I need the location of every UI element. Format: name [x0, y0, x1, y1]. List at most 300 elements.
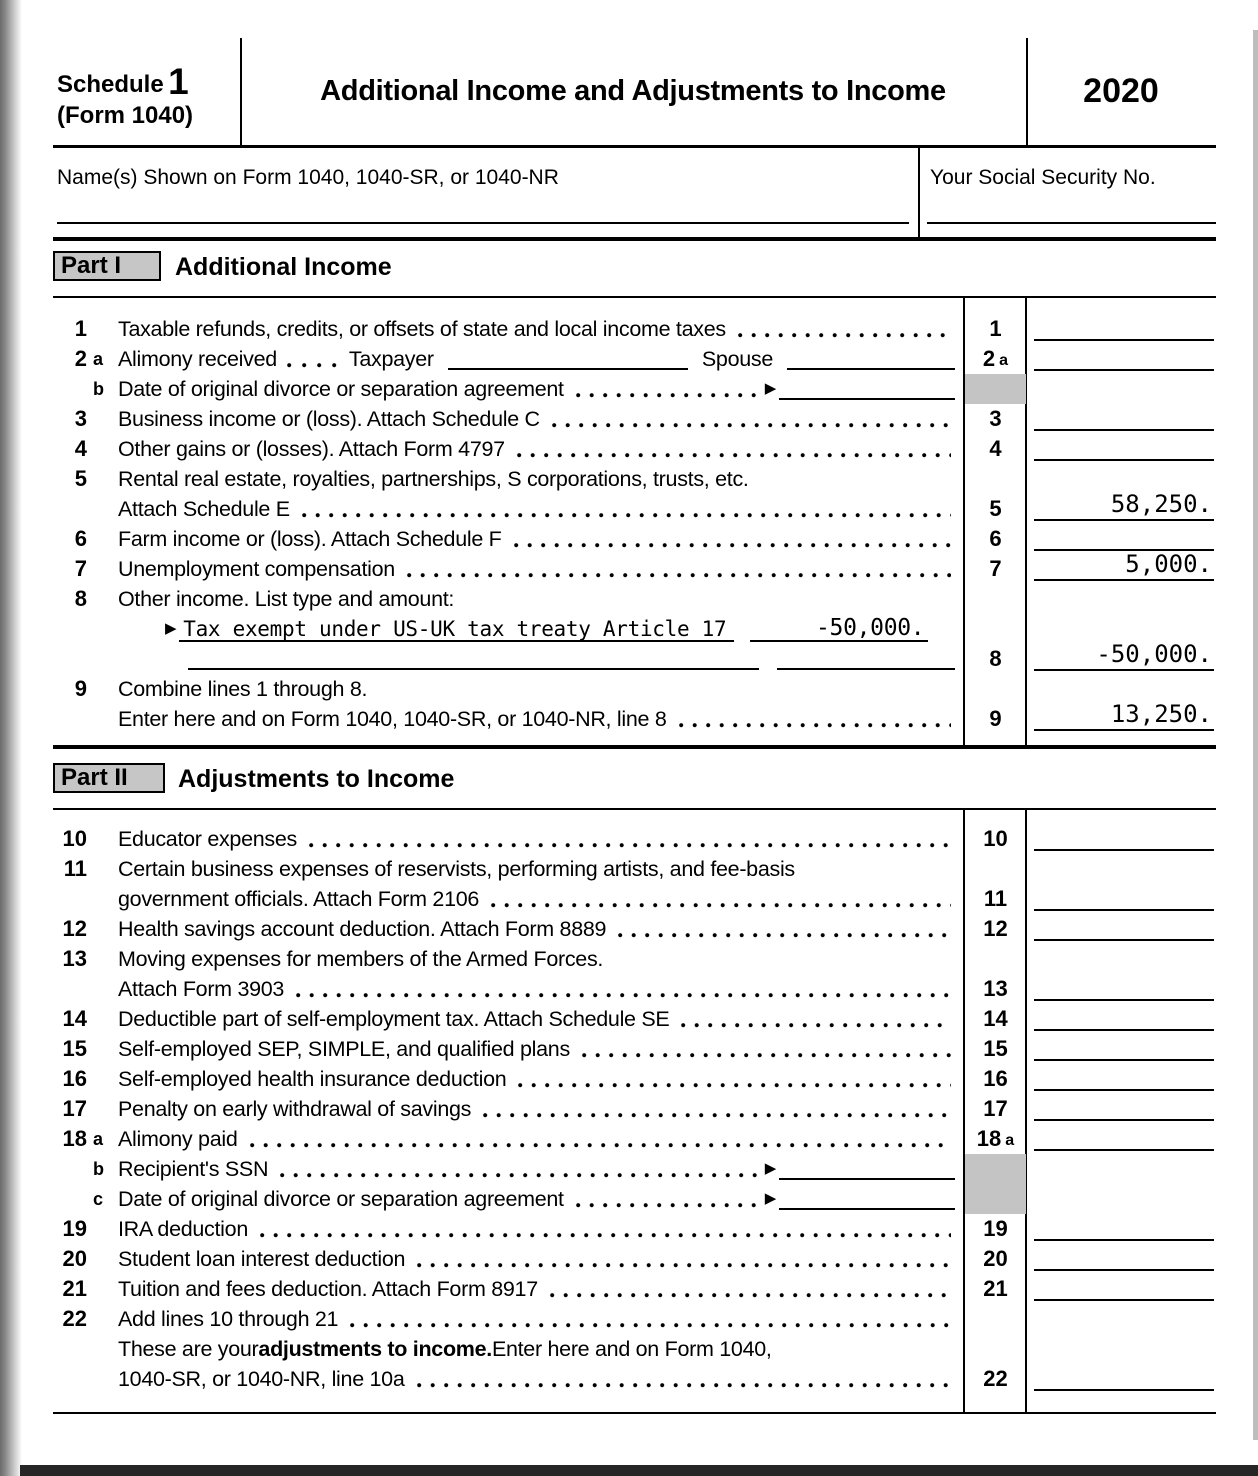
amount-value	[1212, 1021, 1214, 1024]
line-number-cell	[965, 1094, 1026, 1124]
line-number-cell	[965, 854, 1026, 884]
line-description	[118, 824, 965, 854]
line-description	[118, 1364, 965, 1394]
line-number-cell-value: 20	[983, 1246, 1008, 1271]
line-description	[118, 944, 965, 974]
line-number-margin	[53, 884, 118, 914]
line-number: 14	[62, 1006, 87, 1031]
leader-dots	[616, 914, 951, 944]
line-number-cell	[965, 344, 1026, 374]
leader-dots	[307, 824, 951, 854]
line-description	[118, 344, 965, 374]
amount-cell	[1026, 1034, 1216, 1064]
amount-field[interactable]	[1034, 981, 1214, 1001]
part2-rows	[53, 824, 1216, 1394]
line-number-cell-value: 18	[976, 1126, 1002, 1151]
line-label: Add lines 10 through 21	[118, 1307, 339, 1331]
line-subletter: c	[93, 1189, 104, 1209]
amount-value: 13,250.	[1110, 700, 1212, 728]
line-number: 19	[62, 1216, 87, 1241]
form-row	[53, 344, 1216, 374]
amount-cell	[1026, 1304, 1216, 1334]
line-number-margin	[53, 1034, 118, 1064]
leader-dots	[278, 1154, 758, 1184]
line-number	[53, 614, 87, 644]
line-label: Student loan interest deduction	[118, 1247, 406, 1271]
section-rule	[53, 237, 1216, 241]
arrow-right-icon: ▶	[764, 1160, 776, 1177]
amount-field[interactable]	[1034, 1101, 1214, 1121]
line-description	[118, 1214, 965, 1244]
form-row	[53, 374, 1216, 404]
leader-dots	[405, 554, 951, 584]
line-number	[53, 1364, 87, 1394]
amount-cell	[1026, 1334, 1216, 1364]
line-description	[118, 854, 965, 884]
line-number-cell-subletter: a	[1005, 1132, 1015, 1149]
form-row	[53, 674, 1216, 704]
date-field[interactable]	[779, 1184, 955, 1210]
line-label: Other income. List type and amount:	[118, 587, 455, 611]
line-label: Certain business expenses of reservists, performing artists, and fee-basis	[118, 857, 795, 881]
line-number-margin	[53, 914, 118, 944]
line-label: Self-employed health insurance deduction	[118, 1067, 507, 1091]
line-number-margin	[53, 1364, 118, 1394]
line-number-margin	[53, 584, 118, 614]
line-description	[118, 584, 965, 614]
amount-field[interactable]	[1034, 1131, 1214, 1151]
amount-field[interactable]	[1034, 921, 1214, 941]
part1-bottom-rule	[53, 745, 1216, 749]
line-number-margin	[53, 614, 118, 644]
amount-cell	[1026, 640, 1216, 674]
amount-value	[1212, 1051, 1214, 1054]
line-description	[118, 1304, 965, 1334]
part2-title: Adjustments to Income	[178, 765, 455, 793]
line-number-margin	[53, 554, 118, 584]
line-number-cell-value: 17	[983, 1096, 1008, 1121]
amount-value	[1212, 1081, 1214, 1084]
amount-field[interactable]	[1034, 702, 1214, 731]
line-number-margin	[53, 944, 118, 974]
form-row	[53, 1034, 1216, 1064]
ssn-field[interactable]	[927, 196, 1216, 224]
line-subletter: b	[93, 379, 104, 399]
leader-dots	[516, 1064, 951, 1094]
part1-top-rule	[53, 296, 1216, 298]
line-description	[118, 1094, 965, 1124]
line-number-margin	[53, 1184, 118, 1214]
line-number-margin	[53, 1334, 118, 1364]
line-label: Attach Schedule E	[118, 497, 290, 521]
form-row	[53, 1004, 1216, 1034]
line-description	[118, 524, 965, 554]
line-number-cell	[965, 314, 1026, 344]
ssn-label: Your Social Security No.	[930, 166, 1156, 189]
line-description	[118, 494, 965, 524]
line-description	[118, 614, 965, 644]
form-row	[53, 404, 1216, 434]
line-number-cell	[965, 1004, 1026, 1034]
amount-cell	[1026, 1364, 1216, 1394]
line-number	[53, 1154, 87, 1184]
line-number-margin	[53, 674, 118, 704]
leader-dots	[348, 1304, 951, 1334]
other-income-type-field[interactable]: Tax exempt under US-UK tax treaty Article 17	[179, 614, 734, 642]
amount-field[interactable]	[1034, 642, 1214, 671]
date-field[interactable]	[779, 374, 955, 400]
part1-rows	[53, 314, 1216, 734]
line-description	[118, 1274, 965, 1304]
line-label: Farm income or (loss). Attach Schedule F	[118, 527, 502, 551]
line-number-cell-value: 15	[983, 1036, 1008, 1061]
amount-field[interactable]	[1034, 1371, 1214, 1391]
form-row	[53, 524, 1216, 554]
line-description	[118, 914, 965, 944]
amount-field[interactable]	[1034, 351, 1214, 371]
form-row	[53, 584, 1216, 614]
form-row	[53, 1124, 1216, 1154]
amount-cell	[1026, 700, 1216, 734]
taxpayer-label: Taxpayer	[348, 347, 434, 371]
line-label: Moving expenses for members of the Armed Forces.	[118, 947, 604, 971]
amount-cell	[1026, 314, 1216, 344]
scan-edge-right	[1253, 30, 1258, 1440]
line-number-cell	[965, 944, 1026, 974]
line-number-margin	[53, 1214, 118, 1244]
other-income-amount-field[interactable]	[777, 644, 955, 670]
leader-dots	[248, 1124, 952, 1154]
line-number-cell-value: 7	[989, 556, 1002, 581]
line-number-margin	[53, 1274, 118, 1304]
line-number-cell	[965, 884, 1026, 914]
line-number: 10	[62, 826, 87, 851]
line-number-cell	[965, 974, 1026, 1004]
line-description	[118, 374, 965, 404]
amount-value	[1212, 841, 1214, 844]
amount-cell	[1026, 434, 1216, 464]
line-number: 3	[74, 406, 87, 431]
line-subletter: a	[93, 1129, 104, 1149]
leader-dots	[550, 404, 951, 434]
leader-dots	[285, 344, 347, 374]
line-number-cell	[965, 1124, 1026, 1154]
form-row	[53, 1304, 1216, 1334]
arrow-right-icon: ▶	[764, 1190, 776, 1207]
other-income-amount-field[interactable]: -50,000.	[750, 614, 928, 642]
amount-field[interactable]	[1034, 492, 1214, 521]
part1-badge: Part I	[53, 251, 161, 281]
line-label: Other gains or (losses). Attach Form 4797	[118, 437, 505, 461]
line-description	[118, 404, 965, 434]
line-number: 4	[74, 436, 87, 461]
line-number-cell	[965, 1274, 1026, 1304]
schedule-identifier	[57, 62, 193, 129]
spouse-amount-field[interactable]	[787, 344, 955, 370]
line-label: Health savings account deduction. Attach Form 8889	[118, 917, 607, 941]
line-label: Rental real estate, royalties, partnerships, S corporations, trusts, etc.	[118, 467, 749, 491]
form-row	[53, 1154, 1216, 1184]
line-number-margin	[53, 854, 118, 884]
form-row	[53, 884, 1216, 914]
form-row	[53, 314, 1216, 344]
leader-dots	[294, 974, 951, 1004]
leader-dots	[515, 434, 951, 464]
amount-field[interactable]	[1034, 1011, 1214, 1031]
line-number	[53, 1184, 87, 1214]
amount-cell	[1026, 1274, 1216, 1304]
line-description	[118, 644, 965, 674]
line-description	[118, 884, 965, 914]
line-number-cell-value: 10	[983, 826, 1008, 851]
tax-year: 2020	[1083, 72, 1159, 110]
line-description	[118, 1064, 965, 1094]
amount-value	[1212, 451, 1214, 454]
line-number	[53, 1334, 87, 1364]
amount-field[interactable]	[1034, 1071, 1214, 1091]
form-row	[53, 1214, 1216, 1244]
amount-field[interactable]	[1034, 1281, 1214, 1301]
leader-dots	[415, 1364, 952, 1394]
line-description	[118, 974, 965, 1004]
amount-cell	[1026, 1154, 1216, 1184]
line-number-margin	[53, 644, 118, 674]
leader-dots	[736, 314, 951, 344]
line-number-cell-value: 16	[983, 1066, 1008, 1091]
amount-value: -50,000.	[1096, 640, 1212, 668]
amount-cell	[1026, 1094, 1216, 1124]
date-field[interactable]	[779, 1154, 955, 1180]
line-number-cell	[965, 554, 1026, 584]
line-number: 22	[62, 1306, 87, 1331]
line-number-margin	[53, 824, 118, 854]
amount-value	[1212, 901, 1214, 904]
line-description	[118, 1034, 965, 1064]
amount-value	[1212, 361, 1214, 364]
line-number: 13	[62, 946, 87, 971]
amount-cell	[1026, 884, 1216, 914]
line-number-cell	[965, 584, 1026, 614]
amount-field[interactable]	[1034, 441, 1214, 461]
amount-cell	[1026, 854, 1216, 884]
form-row	[53, 974, 1216, 1004]
line-number-cell	[965, 494, 1026, 524]
amount-value: 58,250.	[1110, 490, 1212, 518]
line-number-cell-value: 5	[989, 496, 1002, 521]
line-number-cell-value: 9	[989, 706, 1002, 731]
line-number	[53, 644, 87, 674]
leader-dots	[258, 1214, 951, 1244]
amount-field[interactable]	[1034, 1041, 1214, 1061]
form-row	[53, 640, 1216, 674]
amount-cell	[1026, 1124, 1216, 1154]
amount-value	[1212, 541, 1214, 544]
line-number-cell-value: 13	[983, 976, 1008, 1001]
line-description	[118, 464, 965, 494]
taxpayer-amount-field[interactable]	[448, 344, 688, 370]
line-number: 21	[62, 1276, 87, 1301]
line-number-margin	[53, 374, 118, 404]
line-number-cell-subletter: a	[999, 352, 1009, 369]
line-number	[53, 494, 87, 524]
line-number-cell-value: 1	[989, 316, 1002, 341]
line-number-margin	[53, 314, 118, 344]
leader-dots	[415, 1244, 951, 1274]
amount-field[interactable]	[1034, 321, 1214, 341]
amount-cell	[1026, 974, 1216, 1004]
line-label: Recipient's SSN	[118, 1157, 269, 1181]
line-description	[118, 1124, 965, 1154]
line-number-margin	[53, 1304, 118, 1334]
line-label: 1040-SR, or 1040-NR, line 10a	[118, 1367, 405, 1391]
page-title: Additional Income and Adjustments to Income	[320, 75, 946, 107]
form-row	[53, 700, 1216, 734]
amount-cell	[1026, 914, 1216, 944]
form-row	[53, 1274, 1216, 1304]
line-number: 2	[74, 346, 87, 371]
line-number-cell	[965, 1214, 1026, 1244]
amount-field[interactable]	[1034, 1221, 1214, 1241]
line-description	[118, 434, 965, 464]
form-row	[53, 614, 1216, 644]
arrow-right-icon: ▶	[165, 620, 177, 637]
line-number-cell-value: 8	[989, 646, 1002, 671]
amount-value	[1212, 1261, 1214, 1264]
line-number-cell	[965, 1244, 1026, 1274]
form-row	[53, 914, 1216, 944]
line-label: Enter here and on Form 1040, 1040-SR, or 1040-NR, line 8	[118, 707, 667, 731]
line-number-margin	[53, 704, 118, 734]
line-number-cell	[965, 674, 1026, 704]
line-number: 18	[62, 1126, 87, 1151]
line-label: Alimony paid	[118, 1127, 238, 1151]
amount-field[interactable]	[1034, 1251, 1214, 1271]
line-number-cell	[965, 614, 1026, 644]
line-label: IRA deduction	[118, 1217, 248, 1241]
line-label: Educator expenses	[118, 827, 297, 851]
line-number-cell-value: 2	[982, 346, 996, 371]
line-label: Date of original divorce or separation agreement	[118, 1187, 564, 1211]
line-number: 7	[74, 556, 87, 581]
form-row	[53, 550, 1216, 584]
part2-bottom-rule	[53, 1412, 1216, 1414]
line-number: 5	[74, 466, 87, 491]
part2-badge: Part II	[53, 763, 165, 793]
line-number: 12	[62, 916, 87, 941]
line-description	[118, 1244, 965, 1274]
line-subletter: b	[93, 1159, 104, 1179]
amount-field[interactable]	[1034, 831, 1214, 851]
name-field[interactable]	[57, 196, 909, 224]
line-number-margin	[53, 1094, 118, 1124]
line-number-margin	[53, 1244, 118, 1274]
line-label: Date of original divorce or separation agreement	[118, 377, 564, 401]
line-label: Unemployment compensation	[118, 557, 395, 581]
line-description	[118, 674, 965, 704]
line-number: 8	[74, 586, 87, 611]
form-row	[53, 490, 1216, 524]
leader-dots	[574, 1184, 758, 1214]
amount-cell	[1026, 1184, 1216, 1214]
line-number-cell	[965, 1034, 1026, 1064]
line-number-cell-value: 19	[983, 1216, 1008, 1241]
line-label: Taxable refunds, credits, or offsets of state and local income taxes	[118, 317, 726, 341]
amount-field[interactable]	[1034, 552, 1214, 581]
amount-value	[1212, 1111, 1214, 1114]
line-number-cell	[965, 524, 1026, 554]
line-label: Alimony received	[118, 347, 277, 371]
line-number-cell-value: 11	[983, 886, 1008, 911]
form-row	[53, 1334, 1216, 1364]
amount-cell	[1026, 404, 1216, 434]
line-number: 6	[74, 526, 87, 551]
form-row	[53, 824, 1216, 854]
leader-dots	[300, 494, 951, 524]
other-income-type-field[interactable]	[188, 644, 759, 670]
line-label: Combine lines 1 through 8.	[118, 677, 368, 701]
line-number-margin	[53, 1004, 118, 1034]
amount-field[interactable]	[1034, 411, 1214, 431]
line-number-margin	[53, 404, 118, 434]
line-number-cell	[965, 434, 1026, 464]
line-label: These are your	[118, 1337, 259, 1361]
part2-top-rule	[53, 808, 1216, 810]
line-number-cell	[965, 1304, 1026, 1334]
amount-value	[1212, 1231, 1214, 1234]
part1-title: Additional Income	[175, 253, 392, 281]
form-row	[53, 944, 1216, 974]
line-number-cell	[965, 1154, 1026, 1184]
line-label: Enter here and on Form 1040,	[491, 1337, 772, 1361]
line-number: 11	[63, 856, 87, 881]
line-number-cell	[965, 1184, 1026, 1214]
line-number-cell-value: 12	[983, 916, 1008, 941]
leader-dots	[580, 1034, 951, 1064]
arrow-right-icon: ▶	[764, 380, 776, 397]
line-number-margin	[53, 464, 118, 494]
line-number-cell	[965, 704, 1026, 734]
amount-cell	[1026, 584, 1216, 614]
leader-dots	[481, 1094, 951, 1124]
line-description	[118, 1004, 965, 1034]
line-number-cell	[965, 374, 1026, 404]
amount-cell	[1026, 824, 1216, 854]
line-label: Self-employed SEP, SIMPLE, and qualified plans	[118, 1037, 570, 1061]
line-number-margin	[53, 434, 118, 464]
header-rule	[53, 145, 1216, 148]
line-description	[118, 1334, 965, 1364]
name-label: Name(s) Shown on Form 1040, 1040-SR, or 1040-NR	[57, 166, 559, 189]
amount-field[interactable]	[1034, 531, 1214, 551]
amount-cell	[1026, 944, 1216, 974]
leader-dots	[512, 524, 951, 554]
line-number-cell-value: 14	[983, 1006, 1008, 1031]
scan-edge-bottom	[20, 1465, 1258, 1476]
leader-dots	[679, 1004, 951, 1034]
amount-value	[1212, 1141, 1214, 1144]
amount-value	[1212, 1381, 1214, 1384]
line-label: Tuition and fees deduction. Attach Form 8917	[118, 1277, 538, 1301]
amount-cell	[1026, 490, 1216, 524]
amount-cell	[1026, 550, 1216, 584]
line-label: Business income or (loss). Attach Schedule C	[118, 407, 540, 431]
amount-value	[1212, 331, 1214, 334]
schedule-word: Schedule	[57, 71, 164, 98]
line-number-cell-value: 21	[983, 1276, 1008, 1301]
amount-field[interactable]	[1034, 891, 1214, 911]
line-description	[118, 1154, 965, 1184]
form-row	[53, 1064, 1216, 1094]
